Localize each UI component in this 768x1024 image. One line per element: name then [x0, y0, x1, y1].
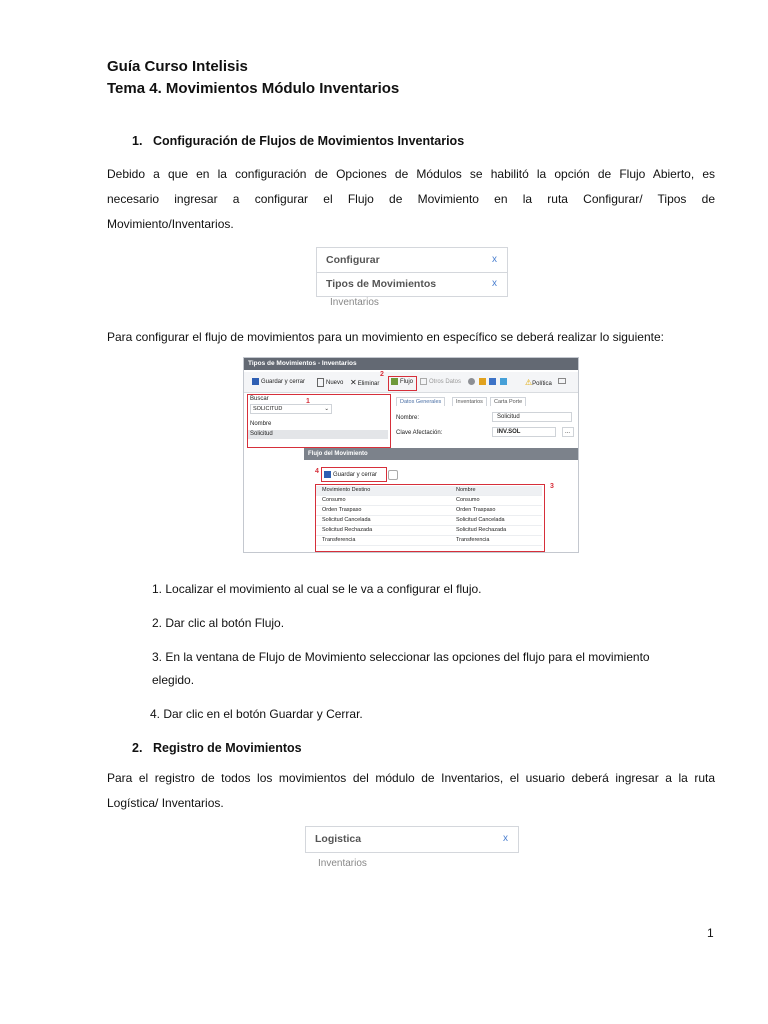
step-2: 2. Dar clic al botón Flujo.	[152, 616, 285, 630]
grid-cell: Consumo	[322, 497, 346, 503]
grid-cell: Solicitud Cancelada	[456, 517, 505, 523]
flow-label: Flujo	[400, 379, 414, 386]
logistica-menu	[305, 826, 519, 853]
save-close-label: Guardar y cerrar	[261, 379, 306, 386]
grid-cell: Orden Traspaso	[456, 507, 496, 513]
save-icon	[252, 378, 259, 385]
other-data-button[interactable]	[420, 378, 461, 385]
grid-cell: Orden Traspaso	[322, 507, 362, 513]
section2-number: 2.	[132, 741, 143, 755]
marker-4: 4	[315, 468, 319, 475]
name-label: Nombre:	[396, 415, 420, 421]
section1-number: 1.	[132, 134, 143, 148]
grid-cell: Transferencia	[456, 537, 490, 543]
list-header: Nombre	[250, 421, 272, 427]
configurar-menu	[316, 247, 508, 297]
highlight-box-1	[247, 394, 391, 448]
marker-3: 3	[550, 483, 554, 490]
chart-icon[interactable]	[479, 378, 486, 385]
new-label: Nuevo	[326, 380, 344, 387]
new-button[interactable]	[317, 378, 343, 387]
grid-cell: Solicitud Rechazada	[322, 527, 373, 533]
search-select-value: SOLICITUD	[253, 406, 283, 412]
grid-header-nombre: Nombre	[456, 487, 476, 493]
section1-para-line1: Debido a que en la configuración de Opciones de Módulos se habilitó la opción de Flujo Abierto, es	[107, 167, 715, 181]
flow-window-title: Flujo del Movimiento	[304, 448, 578, 460]
delete-label: Eliminar	[357, 381, 380, 387]
section2-title: Registro de Movimientos	[153, 741, 302, 755]
menu-logistica-label: Logistica	[315, 833, 362, 845]
step-4: 4. Dar clic en el botón Guardar y Cerrar.	[150, 707, 363, 721]
grid-cell: Transferencia	[322, 537, 356, 543]
highlight-box-2	[388, 376, 417, 391]
list-item-solicitud[interactable]: Solicitud	[247, 430, 388, 439]
grid-cell: Solicitud Cancelada	[322, 517, 371, 523]
key-field[interactable]: INV.SOL	[492, 427, 556, 437]
section2-paragraph	[107, 766, 715, 816]
marker-1: 1	[306, 398, 310, 405]
tab-inventarios[interactable]: Inventarios	[452, 397, 487, 406]
delete-button[interactable]	[350, 378, 379, 387]
menu-tipos-movimientos[interactable]	[317, 278, 507, 290]
grid-cell: Solicitud Rechazada	[456, 527, 507, 533]
menu-configurar[interactable]	[317, 254, 507, 266]
intro-paragraph: Para configurar el flujo de movimientos para un movimiento en específico se deberá realizar lo siguiente:	[107, 330, 664, 344]
menu-tipos-label: Tipos de Movimientos	[326, 278, 437, 290]
key-label: Clave Afectación:	[396, 430, 443, 436]
flow-save-label: Guardar y cerrar	[333, 472, 378, 479]
menu-divider	[317, 272, 507, 273]
tab-carta-porte[interactable]: Carta Porte	[490, 397, 526, 406]
menu-inventarios-item[interactable]: Inventarios	[318, 858, 367, 869]
section2-para-line1: Para el registro de todos los movimientos del módulo de Inventarios, el usuario deberá ingresar a la ruta	[107, 771, 715, 785]
toolbar-icons	[468, 378, 509, 385]
save-close-button[interactable]	[252, 378, 305, 385]
language-icon[interactable]	[500, 378, 507, 385]
key-lookup-button[interactable]: ...	[562, 427, 574, 437]
tipos-movimientos-window	[243, 357, 579, 553]
step-1: 1. Localizar el movimiento al cual se le va a configurar el flujo.	[152, 582, 482, 596]
section1-title: Configuración de Flujos de Movimientos Inventarios	[153, 134, 465, 148]
close-icon[interactable]: x	[492, 278, 497, 289]
window-title: Tipos de Movimientos - Inventarios	[244, 358, 578, 370]
marker-2: 2	[380, 371, 384, 378]
other-data-icon	[420, 378, 427, 385]
close-icon[interactable]: x	[503, 833, 508, 844]
name-field[interactable]: Solicitud	[492, 412, 572, 422]
close-icon[interactable]: x	[492, 254, 497, 265]
page-number: 1	[707, 926, 714, 940]
menu-logistica[interactable]	[306, 833, 518, 845]
step-3-line2: elegido.	[152, 673, 195, 687]
highlight-box-4	[321, 467, 387, 482]
search-label: Buscar	[250, 396, 269, 402]
highlight-box-3	[315, 484, 545, 552]
menu-configurar-label: Configurar	[326, 254, 380, 266]
chevron-down-icon: ⌄	[324, 406, 329, 412]
tab-datos-generales[interactable]: Datos Generales	[396, 397, 445, 406]
section1-para-line2: necesario ingresar a configurar el Flujo de Movimiento en la ruta Configurar/ Tipos de	[107, 192, 715, 206]
step-3-line1: 3. En la ventana de Flujo de Movimiento seleccionar las opciones del flujo para el movimiento	[152, 650, 650, 664]
grid-cell: Consumo	[456, 497, 480, 503]
grid-header-destino: Movimiento Destino	[322, 487, 371, 493]
document-title: Guía Curso Intelisis	[107, 58, 248, 75]
more-icon[interactable]	[558, 378, 568, 385]
warning-icon: ⚠	[525, 378, 533, 387]
settings-icon[interactable]	[468, 378, 475, 385]
policy-button[interactable]	[525, 378, 552, 387]
document-subtitle: Tema 4. Movimientos Módulo Inventarios	[107, 80, 400, 97]
stack-icon[interactable]	[388, 470, 398, 480]
section2-para-line2: Logística/ Inventarios.	[107, 796, 224, 810]
section1-paragraph	[107, 162, 715, 237]
section1-para-line3: Movimiento/Inventarios.	[107, 217, 234, 231]
new-document-icon	[317, 378, 324, 387]
policy-label: Política	[532, 381, 552, 387]
other-data-label: Otros Datos	[429, 379, 462, 386]
grid-icon[interactable]	[489, 378, 496, 385]
menu-inventarios-item[interactable]: Inventarios	[330, 297, 379, 308]
delete-icon: ✕	[350, 378, 357, 387]
